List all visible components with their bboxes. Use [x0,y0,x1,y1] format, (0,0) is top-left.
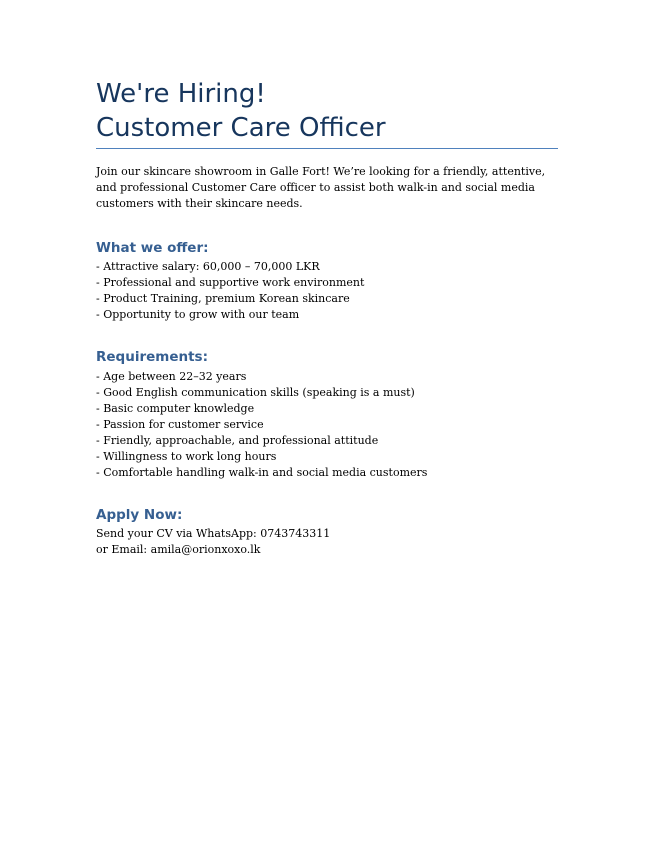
offer-heading: What we offer: [96,240,209,256]
offer-list [96,259,558,323]
offer-item: - Professional and supportive work environment [96,276,365,289]
title-line-2: Customer Care Officer [96,113,386,143]
title-underline [96,148,558,149]
apply-heading: Apply Now: [96,507,183,523]
requirement-item: - Good English communication skills (speaking is a must) [96,386,415,399]
requirement-item: - Basic computer knowledge [96,402,255,415]
requirement-item: - Age between 22–32 years [96,370,247,383]
offer-item: - Attractive salary: 60,000 – 70,000 LKR [96,260,320,273]
title-line-1: We're Hiring! [96,79,266,109]
requirement-item: - Friendly, approachable, and professional attitude [96,434,379,447]
requirement-item: - Passion for customer service [96,418,264,431]
offer-item: - Product Training, premium Korean skincare [96,292,350,305]
requirements-list [96,369,558,481]
requirements-heading: Requirements: [96,349,208,365]
offer-item: - Opportunity to grow with our team [96,308,300,321]
apply-email-line: or Email: amila@orionxoxo.lk [96,543,261,556]
requirement-item: - Willingness to work long hours [96,450,277,463]
requirement-item: - Comfortable handling walk-in and social media customers [96,466,428,479]
intro-paragraph: Join our skincare showroom in Galle Fort! We’re looking for a friendly, attentive, and professional Customer Care officer to assist both walk-in and social media customers with their skincare needs. [96,165,546,210]
apply-contact-list [96,526,558,558]
apply-whatsapp-line: Send your CV via WhatsApp: 0743743311 [96,527,331,540]
